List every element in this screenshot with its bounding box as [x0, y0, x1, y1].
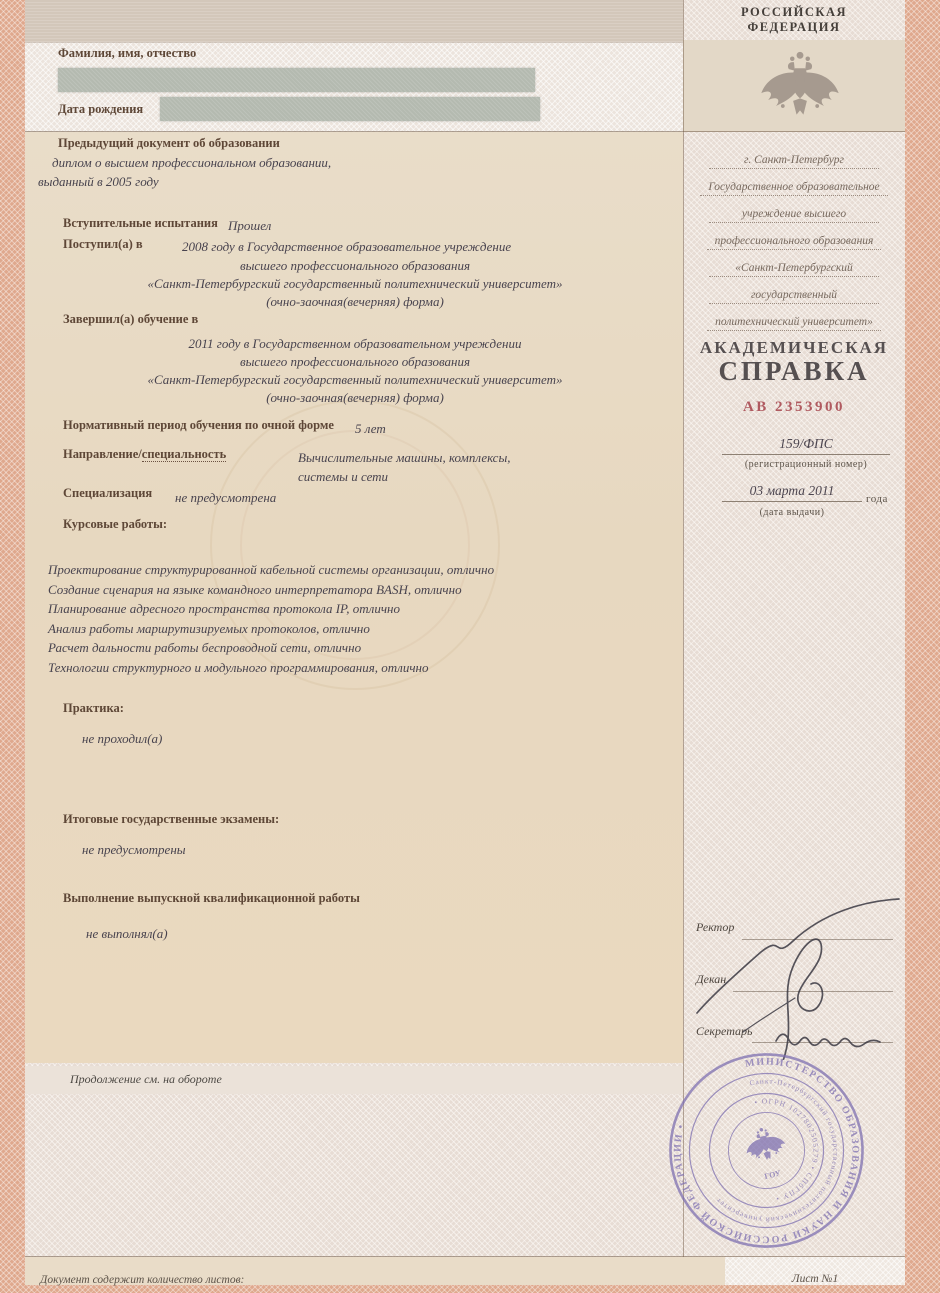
name-label: Фамилия, имя, отчество: [58, 46, 197, 60]
registration-number: 159/ФПС: [722, 436, 890, 455]
issuer-line: профессионального образования: [707, 235, 882, 250]
direction-label-part2: специальность: [141, 447, 227, 461]
dean-label: Декан: [696, 972, 727, 986]
dean-signature-tail: [743, 998, 795, 1032]
stamp-middle-ring-text: Санкт-Петербургский государственный политехнический университет: [714, 1077, 840, 1224]
admission-line3: «Санкт-Петербургский государственный политехнический университет»: [147, 276, 563, 291]
entrance-exams-label: Вступительные испытания: [63, 216, 218, 230]
stamp-inner-ring-text: • ОГРН 1027802505279 • СПбГПУ •: [753, 1096, 821, 1204]
issue-date-suffix: года: [866, 493, 888, 505]
state-eagle-emblem-icon: [757, 46, 843, 130]
issuer-line: г. Санкт-Петербург: [709, 154, 879, 169]
issue-date: 03 марта 2011: [722, 483, 862, 502]
issuer-line: государственный: [709, 289, 879, 304]
issuer-line: «Санкт-Петербургский: [709, 262, 879, 277]
name-redacted-bar: [58, 68, 535, 92]
admission-line1: 2008 году в Государственное образовательное учреждение: [182, 239, 512, 254]
direction-value-2: системы и сети: [298, 469, 389, 484]
coursework-item: Планирование адресного пространства протокола IP, отлично: [48, 601, 401, 616]
study-period-value: 5 лет: [355, 421, 386, 436]
courseworks-label: Курсовые работы:: [63, 517, 168, 531]
admission-line4: (очно-заочная(вечерняя) форма): [266, 294, 444, 309]
specialization-value: не предусмотрена: [175, 490, 277, 505]
stamp-eagle-icon: [741, 1123, 788, 1164]
divider-top-band: [25, 42, 683, 43]
birthdate-label: Дата рождения: [58, 102, 144, 116]
practice-label: Практика:: [63, 701, 124, 715]
coursework-item: Анализ работы маршрутизируемых протоколов, отлично: [48, 620, 370, 636]
handwritten-signatures: [683, 880, 905, 1060]
completion-label: Завершил(а) обучение в: [63, 312, 199, 326]
qualification-work-label: Выполнение выпускной квалификационной работы: [63, 891, 360, 905]
secretary-label: Секретарь: [696, 1024, 753, 1038]
completion-line2: высшего профессионального образования: [239, 354, 471, 369]
completion-line4: (очно-заочная(вечерняя) форма): [266, 390, 444, 405]
registration-caption: (регистрационный номер): [744, 459, 868, 470]
coursework-item: Расчет дальности работы беспроводной сети, отлично: [48, 640, 362, 655]
admission-label: Поступил(а) в: [63, 237, 143, 251]
issuer-line: Государственное образовательное: [700, 181, 887, 196]
admission-line2: высшего профессионального образования: [239, 258, 471, 273]
official-round-stamp: [664, 1048, 869, 1253]
previous-education-value-1: диплом о высшем профессиональном образовании,: [52, 155, 332, 170]
country-header: [683, 5, 905, 35]
qualification-work-value: не выполнял(а): [86, 926, 168, 941]
stamp-center-code: ГОУ: [763, 1168, 782, 1182]
pages-count-label: Документ содержит количество листов:: [40, 1274, 245, 1286]
issue-date-caption: (дата выдачи): [759, 507, 825, 518]
state-exams-label: Итоговые государственные экзамены:: [63, 812, 280, 826]
divider-footer: [25, 1256, 905, 1257]
top-gray-band: [25, 0, 683, 42]
direction-label: [63, 447, 226, 462]
state-exams-value: не предусмотрены: [82, 842, 186, 857]
coursework-item: Технологии структурного и модульного программирования, отлично: [48, 659, 429, 675]
completion-line1: 2011 году в Государственном образовательном учреждении: [188, 336, 522, 351]
courseworks-list: [48, 560, 668, 677]
practice-value: не проходил(а): [82, 731, 163, 746]
previous-education-label: Предыдущий документ об образовании: [58, 136, 280, 150]
certificate-title-line1: АКАДЕМИЧЕСКАЯ: [699, 338, 889, 357]
certificate-title-line2: СПРАВКА: [718, 356, 870, 386]
continuation-note: Продолжение см. на обороте: [70, 1072, 222, 1086]
birthdate-redacted-bar: [160, 97, 540, 121]
country-line1: РОССИЙСКАЯ: [740, 5, 848, 19]
direction-label-part1: Направление/: [63, 447, 142, 461]
entrance-exams-value: Прошел: [228, 218, 272, 233]
issuer-line: учреждение высшего: [709, 208, 879, 223]
dean-signature-stroke: [781, 939, 823, 1060]
completion-line3: «Санкт-Петербургский государственный политехнический университет»: [147, 372, 563, 387]
rector-label: Ректор: [696, 920, 735, 934]
issuer-line: политехнический университет»: [707, 316, 881, 331]
divider-header: [25, 131, 905, 132]
coursework-item: Проектирование структурированной кабельной системы организации, отлично: [48, 562, 495, 577]
secretary-signature-stroke: [776, 1034, 880, 1046]
sheet-number-label: Лист №1: [791, 1273, 839, 1285]
issuer-block: [688, 150, 900, 339]
stamp-outer-ring-text: МИНИСТЕРСТВО ОБРАЗОВАНИЯ И НАУКИ РОССИЙСКОЙ ФЕДЕРАЦИИ •: [672, 1056, 861, 1245]
certificate-number: АВ 2353900: [742, 399, 846, 415]
country-line2: ФЕДЕРАЦИЯ: [747, 20, 841, 34]
direction-value-1: Вычислительные машины, комплексы,: [298, 450, 511, 465]
study-period-label: Нормативный период обучения по очной форме: [63, 418, 334, 432]
coursework-item: Создание сценария на языке командного интерпретатора BASH, отлично: [48, 581, 462, 597]
specialization-label: Специализация: [63, 486, 153, 500]
previous-education-value-2: выданный в 2005 году: [38, 174, 159, 189]
